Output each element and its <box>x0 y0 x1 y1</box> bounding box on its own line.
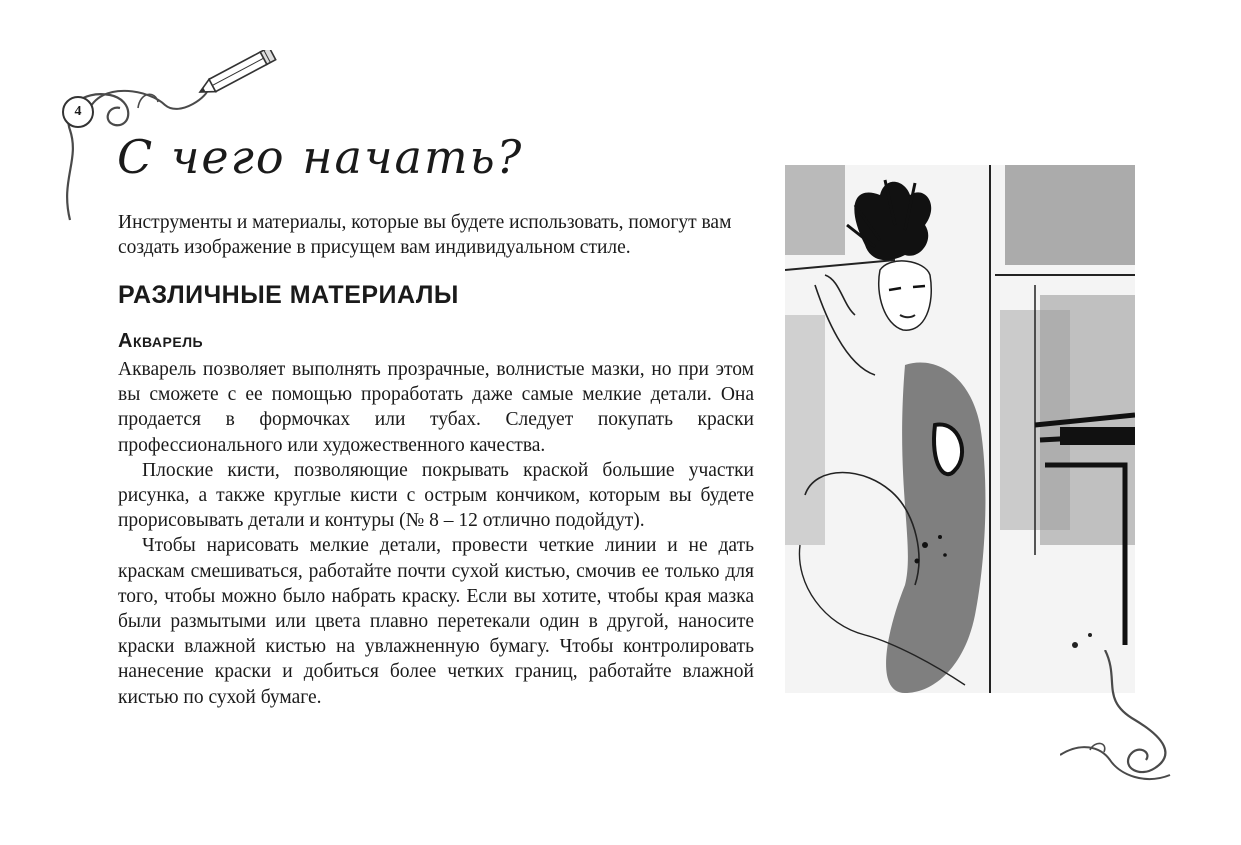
fashion-illustration <box>785 165 1135 693</box>
page-title: С чего начать? <box>117 130 524 184</box>
woman-in-dress-illustration-icon <box>785 165 1135 693</box>
swirl-ornament-icon <box>1060 650 1180 790</box>
page-number: 4 <box>62 96 94 128</box>
paragraph-2: Плоские кисти, позволяющие покрывать краской большие участки рисунка, а также круглые кисти с острым кончиком, которым вы будете прорисовывать детали и контуры (№ 8 – 12 отлично подойдут). <box>118 459 754 532</box>
paragraph-1: Акварель позволяет выполнять прозрачные, волнистые мазки, но при этом вы сможете с ее помощью проработать даже самые мелкие детали. Она продается в формочках или тубах. Следует покупать краски профессионального или художественного качества. <box>118 359 754 456</box>
body-text <box>118 357 754 710</box>
paragraph-3: Чтобы нарисовать мелкие детали, провести четкие линии и не дать краскам смешиваться, работайте почти сухой кистью, смочив ее только для того, чтобы можно было набрать краску. Если вы хотите, чтобы края мазка были размытыми или цвета плавно перетекали один в другой, наносите краски влажной кистью на увлажненную бумагу. Чтобы контролировать нанесение краски и добиться более четких границ, работайте влажной кистью по сухой бумаге. <box>118 535 754 708</box>
section-heading: РАЗЛИЧНЫЕ МАТЕРИАЛЫ <box>118 281 459 309</box>
intro-paragraph: Инструменты и материалы, которые вы будете использовать, помогут вам создать изображение в присущем вам индивидуальном стиле. <box>118 212 732 258</box>
subsection-heading: Акварель <box>118 330 204 352</box>
